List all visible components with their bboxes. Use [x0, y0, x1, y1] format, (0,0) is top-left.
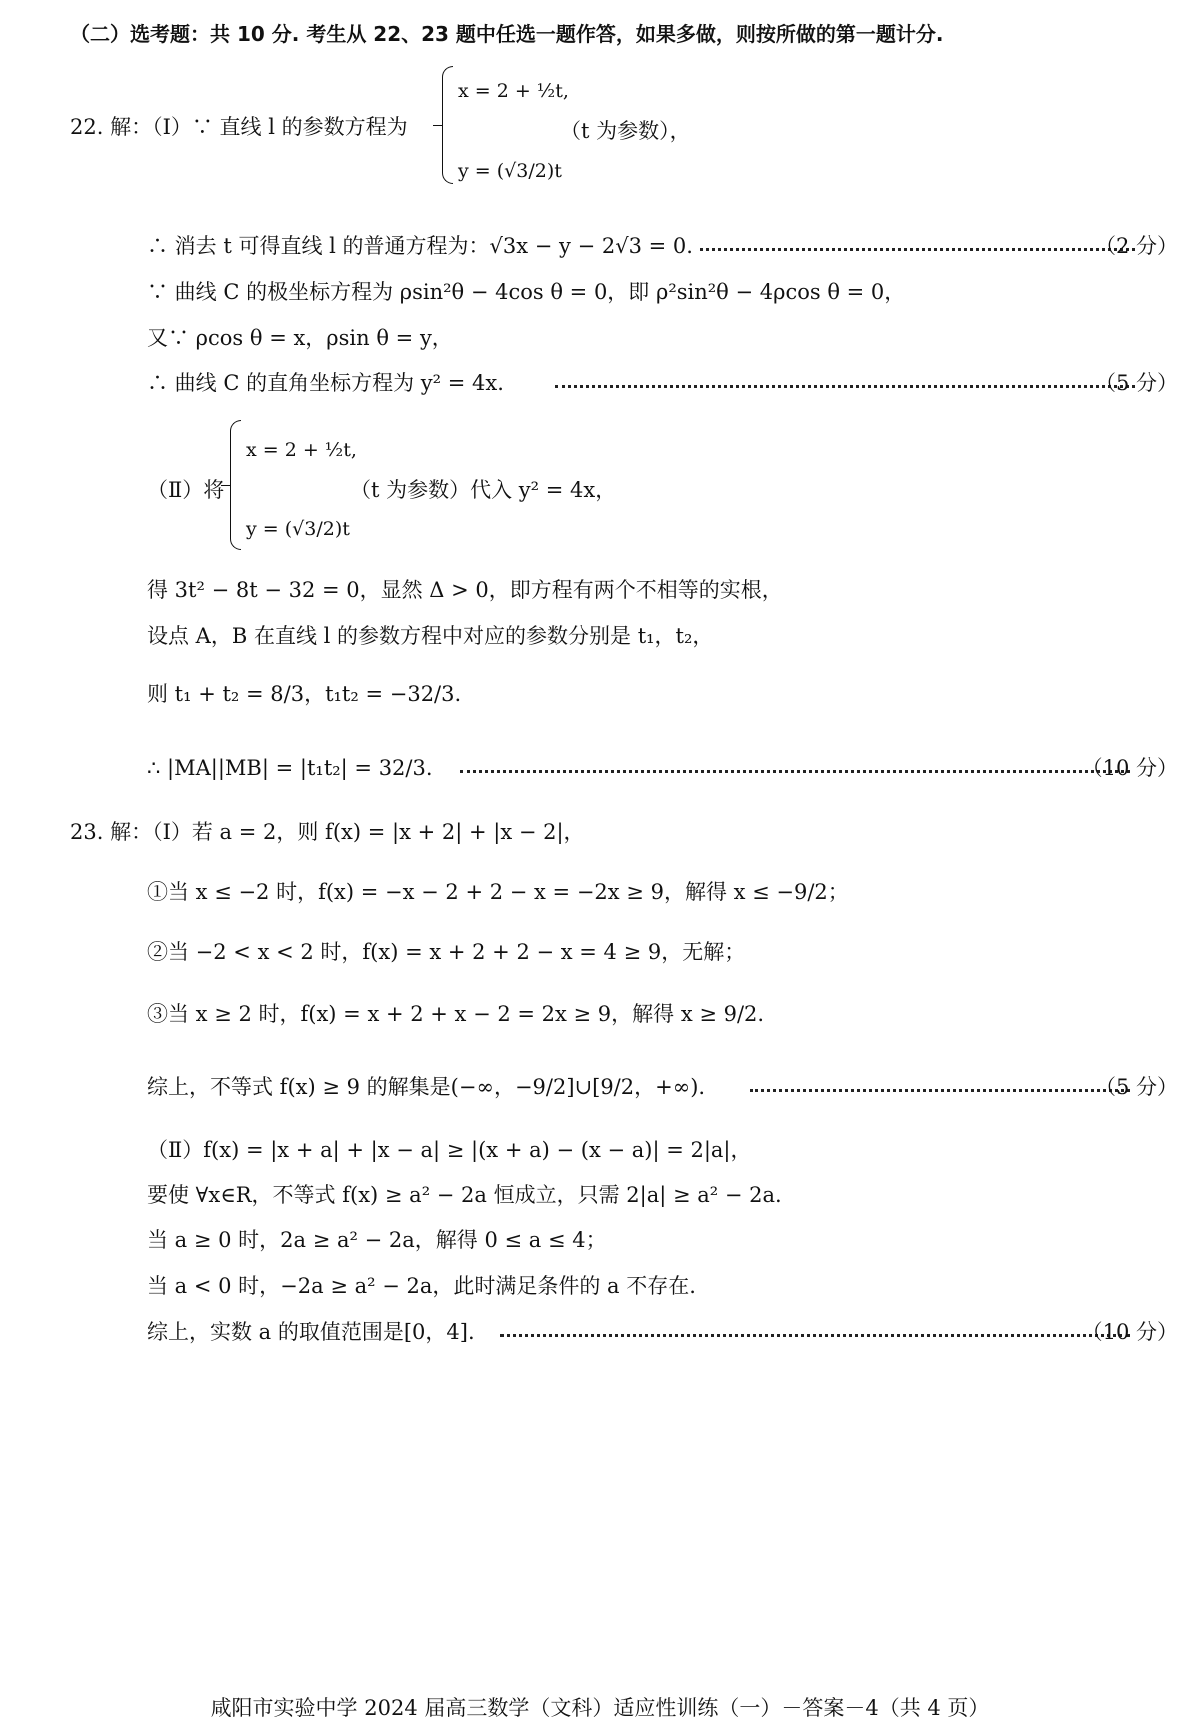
- q22-param-x: x = 2 + ½t,: [458, 80, 569, 102]
- q23-case-3: ③当 x ≥ 2 时，f(x) = x + 2 + x − 2 = 2x ≥ 9，解得 x ≥ 9/2.: [147, 1002, 765, 1026]
- leader-dots: [555, 385, 1135, 388]
- page-footer: 咸阳市实验中学 2024 届高三数学（文科）适应性训练（一）－答案－4（共 4 页）: [210, 1696, 990, 1720]
- q22-line-5: 得 3t² − 8t − 32 = 0，显然 Δ > 0，即方程有两个不相等的实根，: [147, 578, 783, 602]
- q23-line-2: 要使 ∀x∈R，不等式 f(x) ≥ a² − 2a 恒成立，只需 2|a| ≥ a² − 2a.: [147, 1183, 782, 1207]
- q23-line-4: 当 a < 0 时，−2a ≥ a² − 2a，此时满足条件的 a 不存在.: [147, 1274, 696, 1298]
- q23-case-1: ①当 x ≤ −2 时，f(x) = −x − 2 + 2 − x = −2x ≥ 9，解得 x ≤ −9/2；: [147, 880, 849, 904]
- leader-dots: [750, 1089, 1130, 1092]
- q22-system-brace: [442, 66, 453, 184]
- q22-param-y-2: y = (√3/2)t: [246, 518, 350, 540]
- score-5: （5 分）: [1094, 371, 1178, 395]
- q23-summary-1: 综上，不等式 f(x) ≥ 9 的解集是(−∞，−9/2]∪[9/2，+∞).: [147, 1075, 706, 1099]
- leader-dots: [500, 1334, 1130, 1337]
- q23-label: 23. 解：（Ⅰ）若 a = 2，则 f(x) = |x + 2| + |x − 2|，: [70, 820, 585, 844]
- q22-system-brace-2: [230, 420, 241, 550]
- score-10: （10 分）: [1081, 756, 1178, 780]
- q22-line-2: ∵ 曲线 C 的极坐标方程为 ρsin²θ − 4cos θ = 0，即 ρ²sin²θ − 4ρcos θ = 0，: [147, 280, 906, 304]
- q22-param-y: y = (√3/2)t: [458, 160, 562, 182]
- section-title: （二）选考题：共 10 分. 考生从 22、23 题中任选一题作答，如果多做，则按所做的第一题计分.: [70, 22, 944, 46]
- q22-param-note: （t 为参数），: [560, 119, 691, 143]
- q23-line-3: 当 a ≥ 0 时，2a ≥ a² − 2a，解得 0 ≤ a ≤ 4；: [147, 1228, 607, 1252]
- q23-line-5: 综上，实数 a 的取值范围是[0，4].: [147, 1320, 475, 1344]
- q22-part2-label: （Ⅱ）将: [147, 478, 225, 502]
- q22-line-4: ∴ 曲线 C 的直角坐标方程为 y² = 4x.: [147, 371, 504, 395]
- leader-dots: [460, 770, 1130, 773]
- q22-line-7: 则 t₁ + t₂ = 8/3，t₁t₂ = −32/3.: [147, 682, 462, 706]
- q22-line-1: ∴ 消去 t 可得直线 l 的普通方程为：√3x − y − 2√3 = 0.: [147, 234, 693, 258]
- q23-part-2: （Ⅱ）f(x) = |x + a| + |x − a| ≥ |(x + a) − (x − a)| = 2|a|，: [147, 1138, 752, 1162]
- q23-case-2: ②当 −2 < x < 2 时，f(x) = x + 2 + 2 − x = 4 ≥ 9，无解；: [147, 940, 746, 964]
- q22-line-6: 设点 A，B 在直线 l 的参数方程中对应的参数分别是 t₁，t₂，: [147, 624, 714, 648]
- score-2: （2 分）: [1094, 234, 1178, 258]
- q22-param-x-2: x = 2 + ½t,: [246, 439, 357, 461]
- q22-line-8: ∴ |MA||MB| = |t₁t₂| = 32/3.: [147, 756, 433, 780]
- score-10: （10 分）: [1081, 1320, 1178, 1344]
- score-5: （5 分）: [1094, 1075, 1178, 1099]
- q22-line-3: 又∵ ρcos θ = x，ρsin θ = y，: [147, 326, 453, 350]
- q22-part2-note: （t 为参数）代入 y² = 4x，: [350, 478, 617, 502]
- q22-label: 22. 解：（Ⅰ）∵ 直线 l 的参数方程为: [70, 115, 408, 139]
- leader-dots: [700, 248, 1135, 251]
